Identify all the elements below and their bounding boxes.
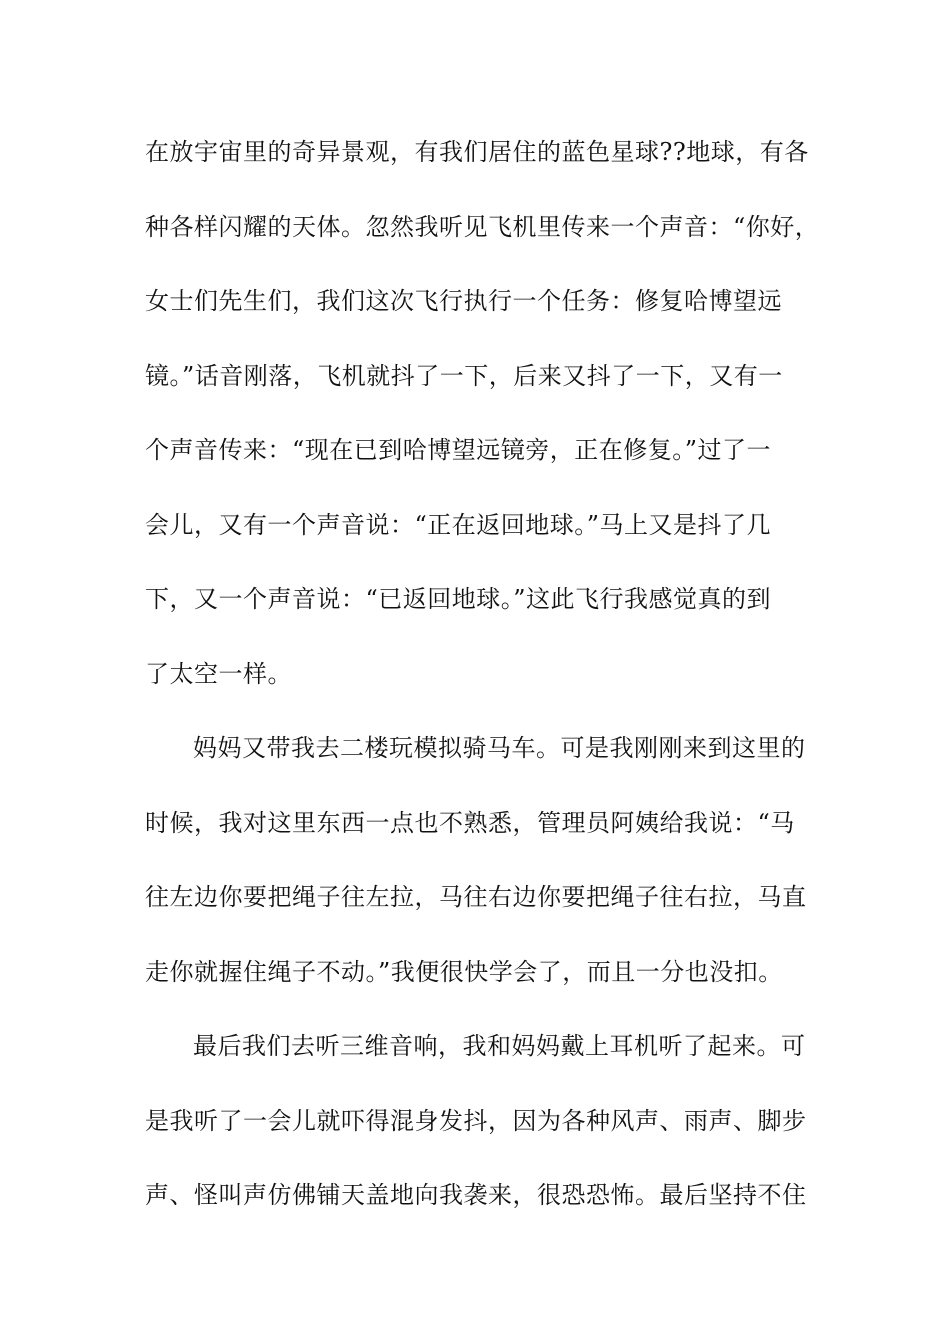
- text-line: 声、怪叫声仿佛铺天盖地向我袭来，很恐恐怖。最后坚持不住: [145, 1181, 807, 1209]
- text-line: 种各样闪耀的天体。忽然我听见飞机里传来一个声音：“你好，: [145, 212, 820, 241]
- text-line: 女士们先生们，我们这次飞行执行一个任务：修复哈博望远: [145, 287, 782, 315]
- text-line: 是我听了一会儿就吓得混身发抖，因为各种风声、雨声、脚步: [145, 1106, 807, 1135]
- text-line: 下，又一个声音说：“已返回地球。”这此飞行我感觉真的到: [145, 585, 772, 613]
- text-line: 镜。”话音刚落，飞机就抖了一下，后来又抖了一下，又有一: [145, 361, 783, 390]
- body-text: [145, 128, 820, 1246]
- text-line: 在放宇宙里的奇异景观，有我们居住的蓝色星球??地球，有各: [145, 138, 809, 166]
- paragraph-start-line: 最后我们去听三维音响，我和妈妈戴上耳机听了起来。可: [193, 1032, 806, 1060]
- text-line: 了太空一样。: [145, 659, 292, 688]
- text-line: 会儿，又有一个声音说：“正在返回地球。”马上又是抖了几: [145, 510, 772, 539]
- text-line: 时候，我对这里东西一点也不熟悉，管理员阿姨给我说：“马: [145, 808, 795, 837]
- text-line: 往左边你要把绳子往左拉，马往右边你要把绳子往右拉，马直: [145, 883, 807, 911]
- text-line: 走你就握住绳子不动。”我便很快学会了，而且一分也没扣。: [145, 957, 783, 986]
- text-line: 个声音传来：“现在已到哈博望远镜旁，正在修复。”过了一: [145, 436, 772, 464]
- paragraph-start-line: 妈妈又带我去二楼玩模拟骑马车。可是我刚刚来到这里的: [193, 734, 806, 762]
